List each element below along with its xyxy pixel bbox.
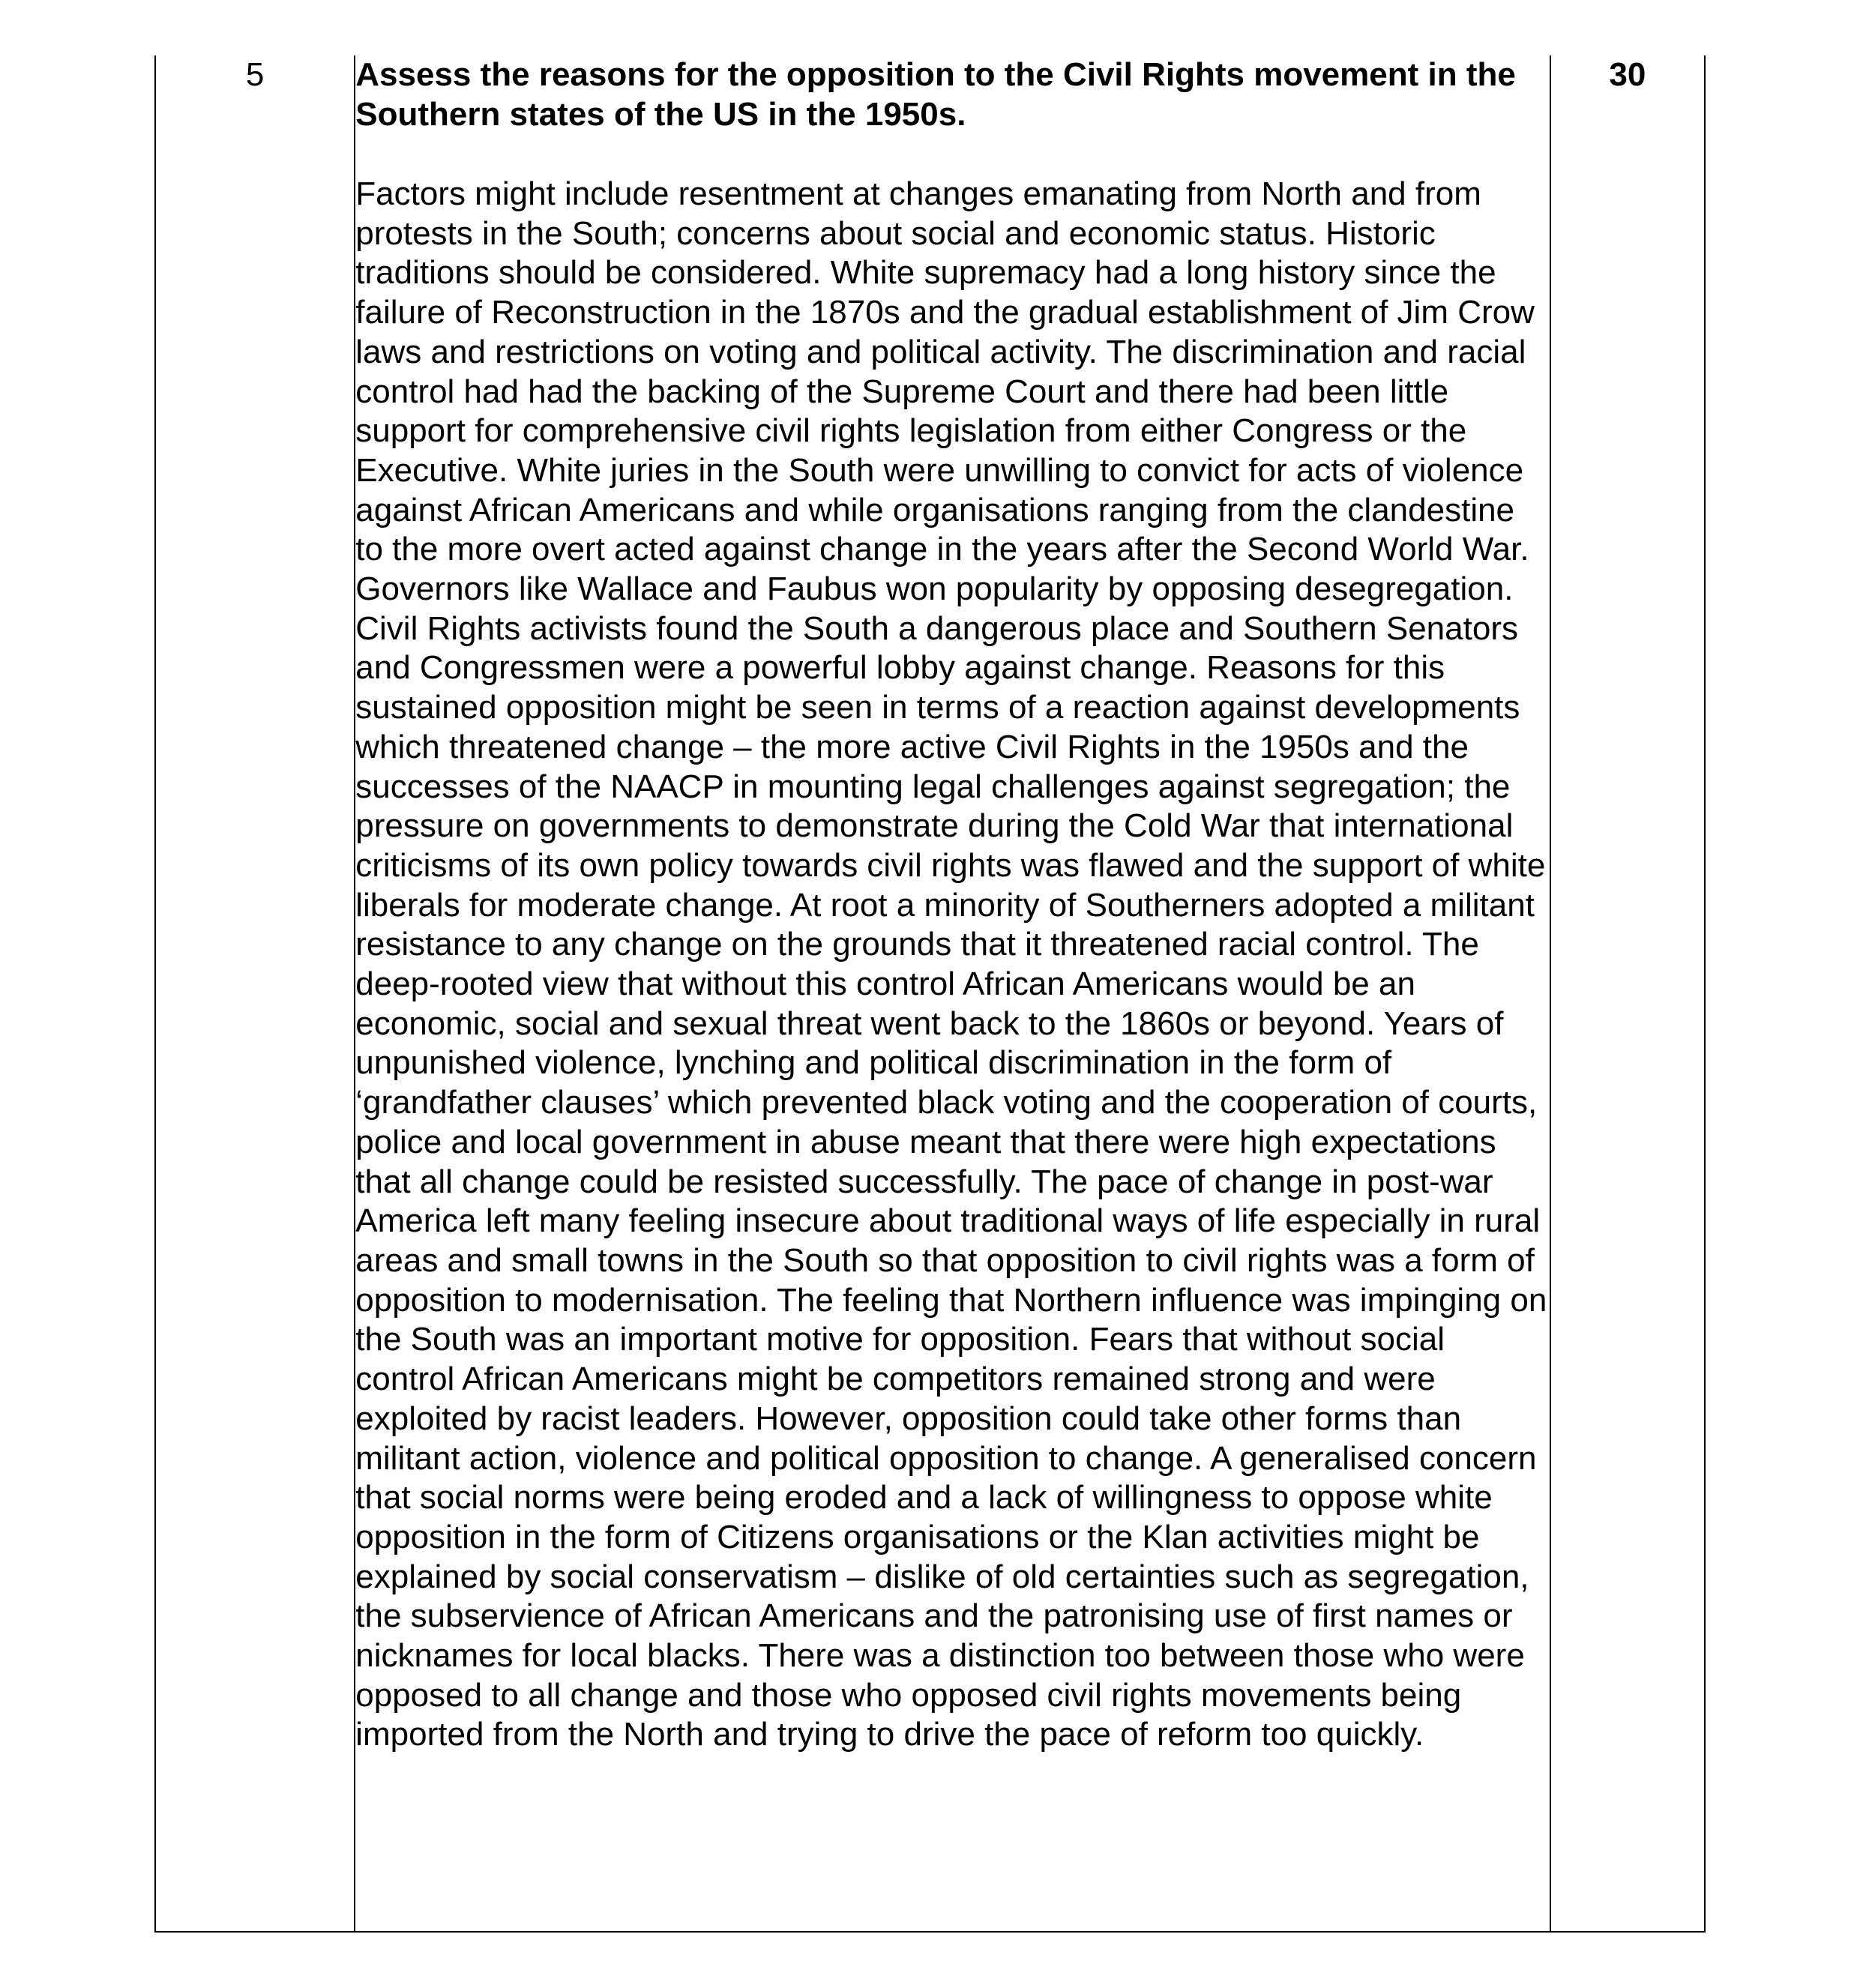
mark-scheme-table — [154, 55, 1706, 1933]
question-number: 5 — [245, 56, 265, 93]
table-row — [155, 55, 1705, 1932]
indicative-content: Factors might include resentment at changes emanating from North and from protests in the South; concerns about social and economic status. Historic traditions should be considered. White supremacy had a long history since the failure of Reconstruction in the 1870s and the gradual establishment of Jim Crow laws and restrictions on voting and political activity. The discrimination and racial control had had the backing of the Supreme Court and there had been little support for comprehensive civil rights legislation from either Congress or the Executive. White juries in the South were unwilling to convict for acts of violence against African Americans and while organisations ranging from the clandestine to the more overt acted against change in the years after the Second World War. Governors like Wallace and Faubus won popularity by opposing desegregation. Civil Rights activists found the South a dangerous place and Southern Senators and Congressmen were a powerful lobby against change. Reasons for this sustained opposition might be seen in terms of a reaction against developments which threatened change – the more active Civil Rights in the 1950s and the successes of the NAACP in mounting legal challenges against segregation; the pressure on governments to demonstrate during the Cold War that international criticisms of its own policy towards civil rights was flawed and the support of white liberals for moderate change. At root a minority of Southerners adopted a militant resistance to any change on the grounds that it threatened racial control. The deep-rooted view that without this control African Americans would be an economic, social and sexual threat went back to the 1860s or beyond. Years of unpunished violence, lynching and political discrimination in the form of ‘grandfather clauses’ which prevented black voting and the cooperation of courts, police and local government in abuse meant that there were high expectations that all change could be resisted successfully. The pace of change in post-war America left many feeling insecure about traditional ways of life especially in rural areas and small towns in the South so that opposition to civil rights was a form of opposition to modernisation. The feeling that Northern influence was impinging on the South was an important motive for opposition. Fears that without social control African Americans might be competitors remained strong and were exploited by racist leaders. However, opposition could take other forms than militant action, violence and political opposition to change. A generalised concern that social norms were being eroded and a lack of willingness to oppose white opposition in the form of Citizens organisations or the Klan activities might be explained by social conservatism – dislike of old certainties such as segregation, the subservience of African Americans and the patronising use of first names or nicknames for local blacks. There was a distinction too between those who were opposed to all change and those who opposed civil rights movements being imported from the North and trying to drive the pace of reform too quickly. — [355, 175, 1547, 1753]
question-content-cell — [355, 55, 1550, 1932]
question-number-cell — [155, 55, 355, 1932]
marks-value: 30 — [1609, 56, 1646, 93]
marks-cell — [1550, 55, 1705, 1932]
question-title: Assess the reasons for the opposition to the Civil Rights movement in the Southern states of the US in the 1950s. — [355, 56, 1516, 133]
